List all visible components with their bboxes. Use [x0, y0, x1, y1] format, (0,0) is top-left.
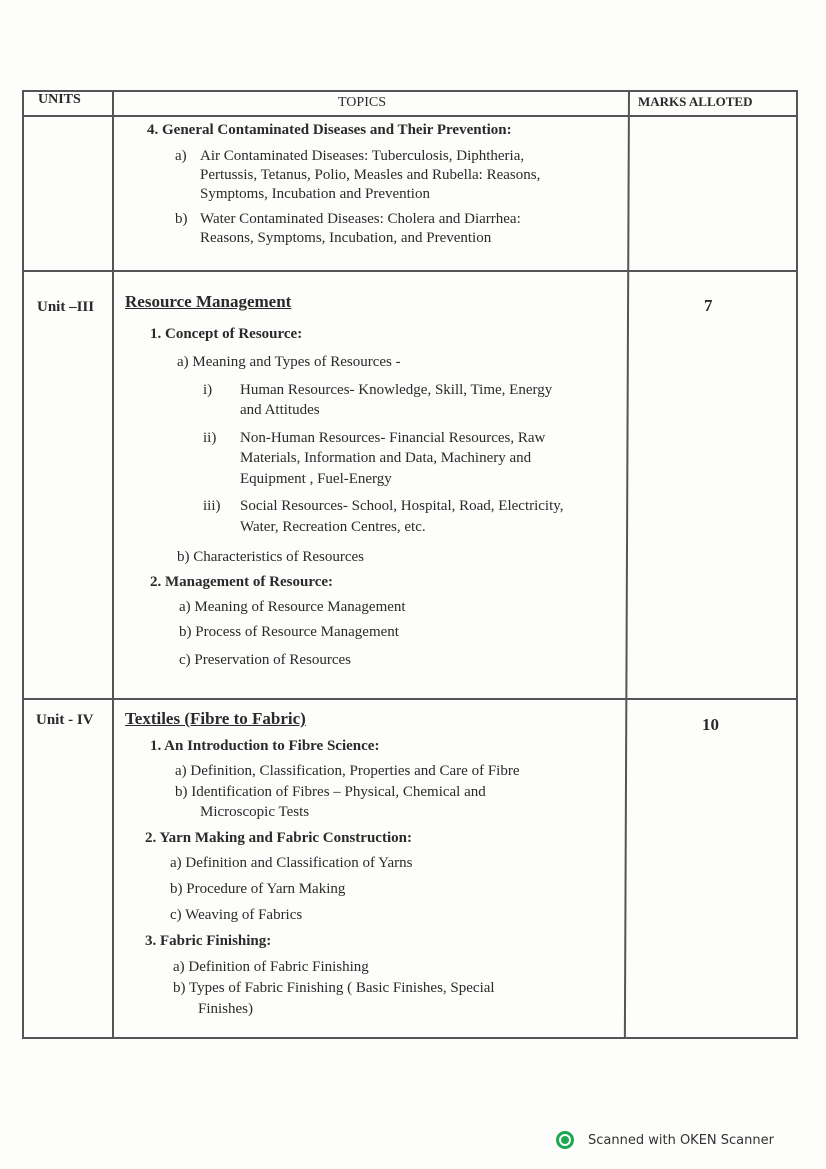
- list-item: Human Resources- Knowledge, Skill, Time, Energy: [240, 382, 553, 398]
- list-item: Water Contaminated Diseases: Cholera and Diarrhea:: [200, 211, 521, 227]
- topic-heading: 1. An Introduction to Fibre Science:: [150, 738, 380, 754]
- list-marker: a): [175, 148, 187, 164]
- list-item: b) Process of Resource Management: [179, 624, 399, 640]
- list-item: b) Identification of Fibres – Physical, Chemical and: [175, 784, 486, 800]
- table-border-left: [22, 90, 24, 1038]
- table-border-right: [796, 90, 798, 1038]
- row-divider: [22, 698, 798, 700]
- section-title: Resource Management: [125, 292, 292, 311]
- header-units: UNITS: [38, 92, 81, 107]
- list-item: c) Preservation of Resources: [179, 652, 352, 668]
- list-item: Materials, Information and Data, Machinery and: [240, 450, 532, 466]
- list-item: b) Procedure of Yarn Making: [170, 881, 346, 897]
- watermark-text: Scanned with OKEN Scanner: [588, 1132, 774, 1148]
- list-item: b) Types of Fabric Finishing ( Basic Finishes, Special: [173, 980, 495, 996]
- list-item: Microscopic Tests: [200, 804, 310, 820]
- list-marker: ii): [203, 430, 217, 446]
- topic-heading: 4. General Contaminated Diseases and Their Prevention:: [147, 122, 512, 138]
- list-item: a) Definition of Fabric Finishing: [173, 959, 369, 975]
- list-item: Non-Human Resources- Financial Resources, Raw: [240, 430, 546, 446]
- list-item: Water, Recreation Centres, etc.: [240, 519, 426, 535]
- list-marker: i): [203, 382, 213, 398]
- list-marker: b): [175, 211, 188, 227]
- list-item: and Attitudes: [240, 402, 320, 418]
- unit-label: Unit –III: [37, 299, 95, 315]
- oken-logo-icon: [556, 1131, 578, 1149]
- header-marks: MARKS ALLOTED: [638, 94, 753, 109]
- scanner-watermark: [556, 1131, 774, 1149]
- topic-heading: 1. Concept of Resource:: [150, 326, 303, 342]
- topic-heading: 3. Fabric Finishing:: [145, 933, 272, 949]
- list-marker: iii): [203, 498, 221, 514]
- list-item: Reasons, Symptoms, Incubation, and Prevention: [200, 230, 492, 246]
- list-item: a) Meaning and Types of Resources -: [177, 354, 401, 370]
- topic-heading: 2. Yarn Making and Fabric Construction:: [145, 830, 412, 846]
- list-item: a) Definition, Classification, Properties and Care of Fibre: [175, 763, 520, 779]
- list-item: Finishes): [198, 1001, 254, 1017]
- unit-label: Unit - IV: [36, 712, 94, 728]
- list-item: Symptoms, Incubation and Prevention: [200, 186, 430, 202]
- header-topics: TOPICS: [338, 95, 386, 110]
- table-border-bottom: [22, 1037, 798, 1039]
- list-item: Pertussis, Tetanus, Polio, Measles and Rubella: Reasons,: [200, 167, 541, 183]
- row-divider: [22, 270, 798, 272]
- list-item: a) Meaning of Resource Management: [179, 599, 406, 615]
- list-item: Air Contaminated Diseases: Tuberculosis, Diphtheria,: [200, 148, 525, 164]
- marks-value: 7: [704, 296, 713, 315]
- column-divider: [112, 90, 114, 1038]
- list-item: a) Definition and Classification of Yarns: [170, 855, 413, 871]
- topic-heading: 2. Management of Resource:: [150, 574, 334, 590]
- marks-value: 10: [702, 715, 719, 734]
- column-divider: [624, 90, 630, 1038]
- table-border-top: [22, 90, 796, 92]
- list-item: Equipment , Fuel-Energy: [240, 471, 392, 487]
- section-title: Textiles (Fibre to Fabric): [125, 709, 306, 728]
- header-divider: [22, 115, 796, 117]
- list-item: c) Weaving of Fabrics: [170, 907, 303, 923]
- list-item: Social Resources- School, Hospital, Road, Electricity,: [240, 498, 564, 514]
- list-item: b) Characteristics of Resources: [177, 549, 365, 565]
